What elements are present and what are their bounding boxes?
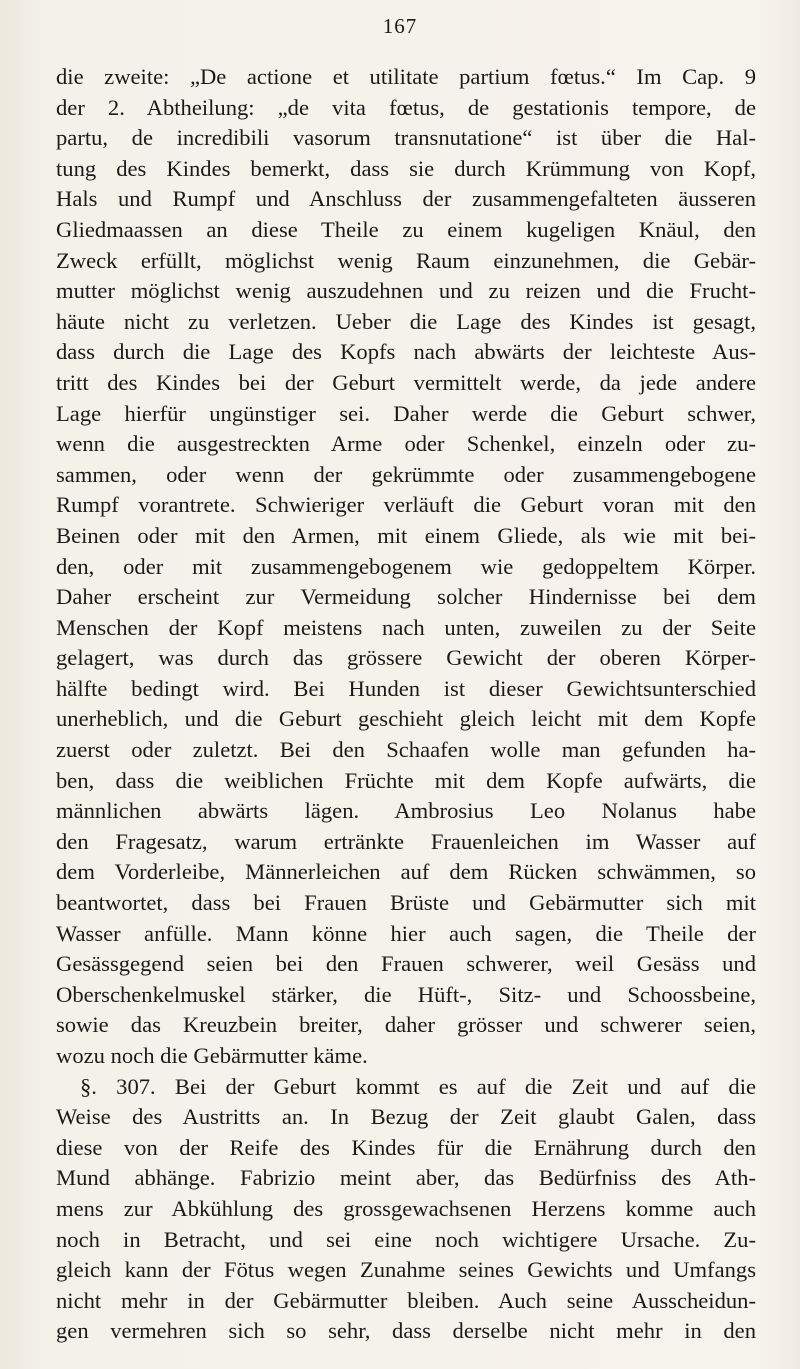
text-line: partu, de incredibili vasorum transnutatione“ ist über die Hal-: [56, 125, 756, 151]
text-line: Oberschenkelmuskel stärker, die Hüft-, Sitz- und Schoossbeine,: [56, 981, 756, 1007]
text-line: Zweck erfüllt, möglichst wenig Raum einzunehmen, die Gebär-: [56, 247, 756, 273]
text-line: dass durch die Lage des Kopfs nach abwärts der leichteste Aus-: [56, 339, 756, 365]
text-line: Beinen oder mit den Armen, mit einem Gliede, als wie mit bei-: [56, 522, 756, 548]
text-line: Daher erscheint zur Vermeidung solcher Hindernisse bei dem: [56, 584, 756, 610]
text-line: sammen, oder wenn der gekrümmte oder zusammengebogene: [56, 461, 756, 487]
text-line: wozu noch die Gebärmutter käme.: [56, 1043, 368, 1068]
text-line: häute nicht zu verletzen. Ueber die Lage des Kindes ist gesagt,: [56, 308, 756, 334]
text-line: hälfte bedingt wird. Bei Hunden ist dieser Gewichtsunterschied: [56, 675, 756, 701]
text-line: Rumpf vorantrete. Schwieriger verläuft die Geburt voran mit den: [56, 492, 756, 518]
page-number: 167: [382, 14, 418, 38]
text-line: noch in Betracht, und sei eine noch wichtigere Ursache. Zu-: [56, 1226, 756, 1252]
text-line: gleich kann der Fötus wegen Zunahme seines Gewichts und Umfangs: [56, 1257, 756, 1283]
text-line: gen vermehren sich so sehr, dass derselbe nicht mehr in den: [56, 1318, 756, 1344]
text-line: ben, dass die weiblichen Früchte mit dem Kopfe aufwärts, die: [56, 767, 756, 793]
text-line: unerheblich, und die Geburt geschieht gleich leicht mit dem Kopfe: [56, 706, 756, 732]
text-line: mutter möglichst wenig auszudehnen und zu reizen und die Frucht-: [56, 278, 756, 304]
text-line: Weise des Austritts an. In Bezug der Zeit glaubt Galen, dass: [56, 1104, 756, 1130]
text-line: den, oder mit zusammengebogenem wie gedoppeltem Körper.: [56, 553, 756, 579]
text-line: Gesässgegend seien bei den Frauen schwerer, weil Gesäss und: [56, 951, 756, 977]
text-line: nicht mehr in der Gebärmutter bleiben. Auch seine Ausscheidun-: [56, 1287, 756, 1313]
text-line: Hals und Rumpf und Anschluss der zusammengefalteten äusseren: [56, 186, 756, 212]
text-line: den Fragesatz, warum ertränkte Frauenleichen im Wasser auf: [56, 828, 756, 854]
text-line: tritt des Kindes bei der Geburt vermittelt werde, da jede andere: [56, 369, 756, 395]
text-line: die zweite: „De actione et utilitate partium fœtus.“ Im Cap. 9: [56, 64, 756, 89]
text-line: diese von der Reife des Kindes für die Ernährung durch den: [56, 1134, 756, 1160]
text-line: beantwortet, dass bei Frauen Brüste und Gebärmutter sich mit: [56, 890, 756, 916]
text-line: wenn die ausgestreckten Arme oder Schenkel, einzeln oder zu-: [56, 431, 756, 457]
text-line: zuerst oder zuletzt. Bei den Schaafen wolle man gefunden ha-: [56, 737, 756, 763]
text-line: Mund abhänge. Fabrizio meint aber, das Bedürfniss des Ath-: [56, 1165, 756, 1191]
text-line: männlichen abwärts lägen. Ambrosius Leo Nolanus habe: [56, 798, 756, 824]
text-line: tung des Kindes bemerkt, dass sie durch Krümmung von Kopf,: [56, 155, 756, 181]
text-line: Lage hierfür ungünstiger sei. Daher werde die Geburt schwer,: [56, 400, 756, 426]
text-line: Gliedmaassen an diese Theile zu einem kugeligen Knäul, den: [56, 216, 756, 242]
text-line: dem Vorderleibe, Männerleichen auf dem Rücken schwämmen, so: [56, 859, 756, 885]
body-text: [56, 62, 756, 1347]
text-line: sowie das Kreuzbein breiter, daher grösser und schwerer seien,: [56, 1012, 756, 1038]
text-line: Wasser anfülle. Mann könne hier auch sagen, die Theile der: [56, 920, 756, 946]
text-line: mens zur Abkühlung des grossgewachsenen Herzens komme auch: [56, 1195, 756, 1221]
text-line: Menschen der Kopf meistens nach unten, zuweilen zu der Seite: [56, 614, 756, 640]
text-line: §. 307. Bei der Geburt kommt es auf die Zeit und auf die: [80, 1073, 756, 1099]
text-line: der 2. Abtheilung: „de vita fœtus, de gestationis tempore, de: [56, 94, 756, 120]
text-line: gelagert, was durch das grössere Gewicht der oberen Körper-: [56, 645, 756, 671]
